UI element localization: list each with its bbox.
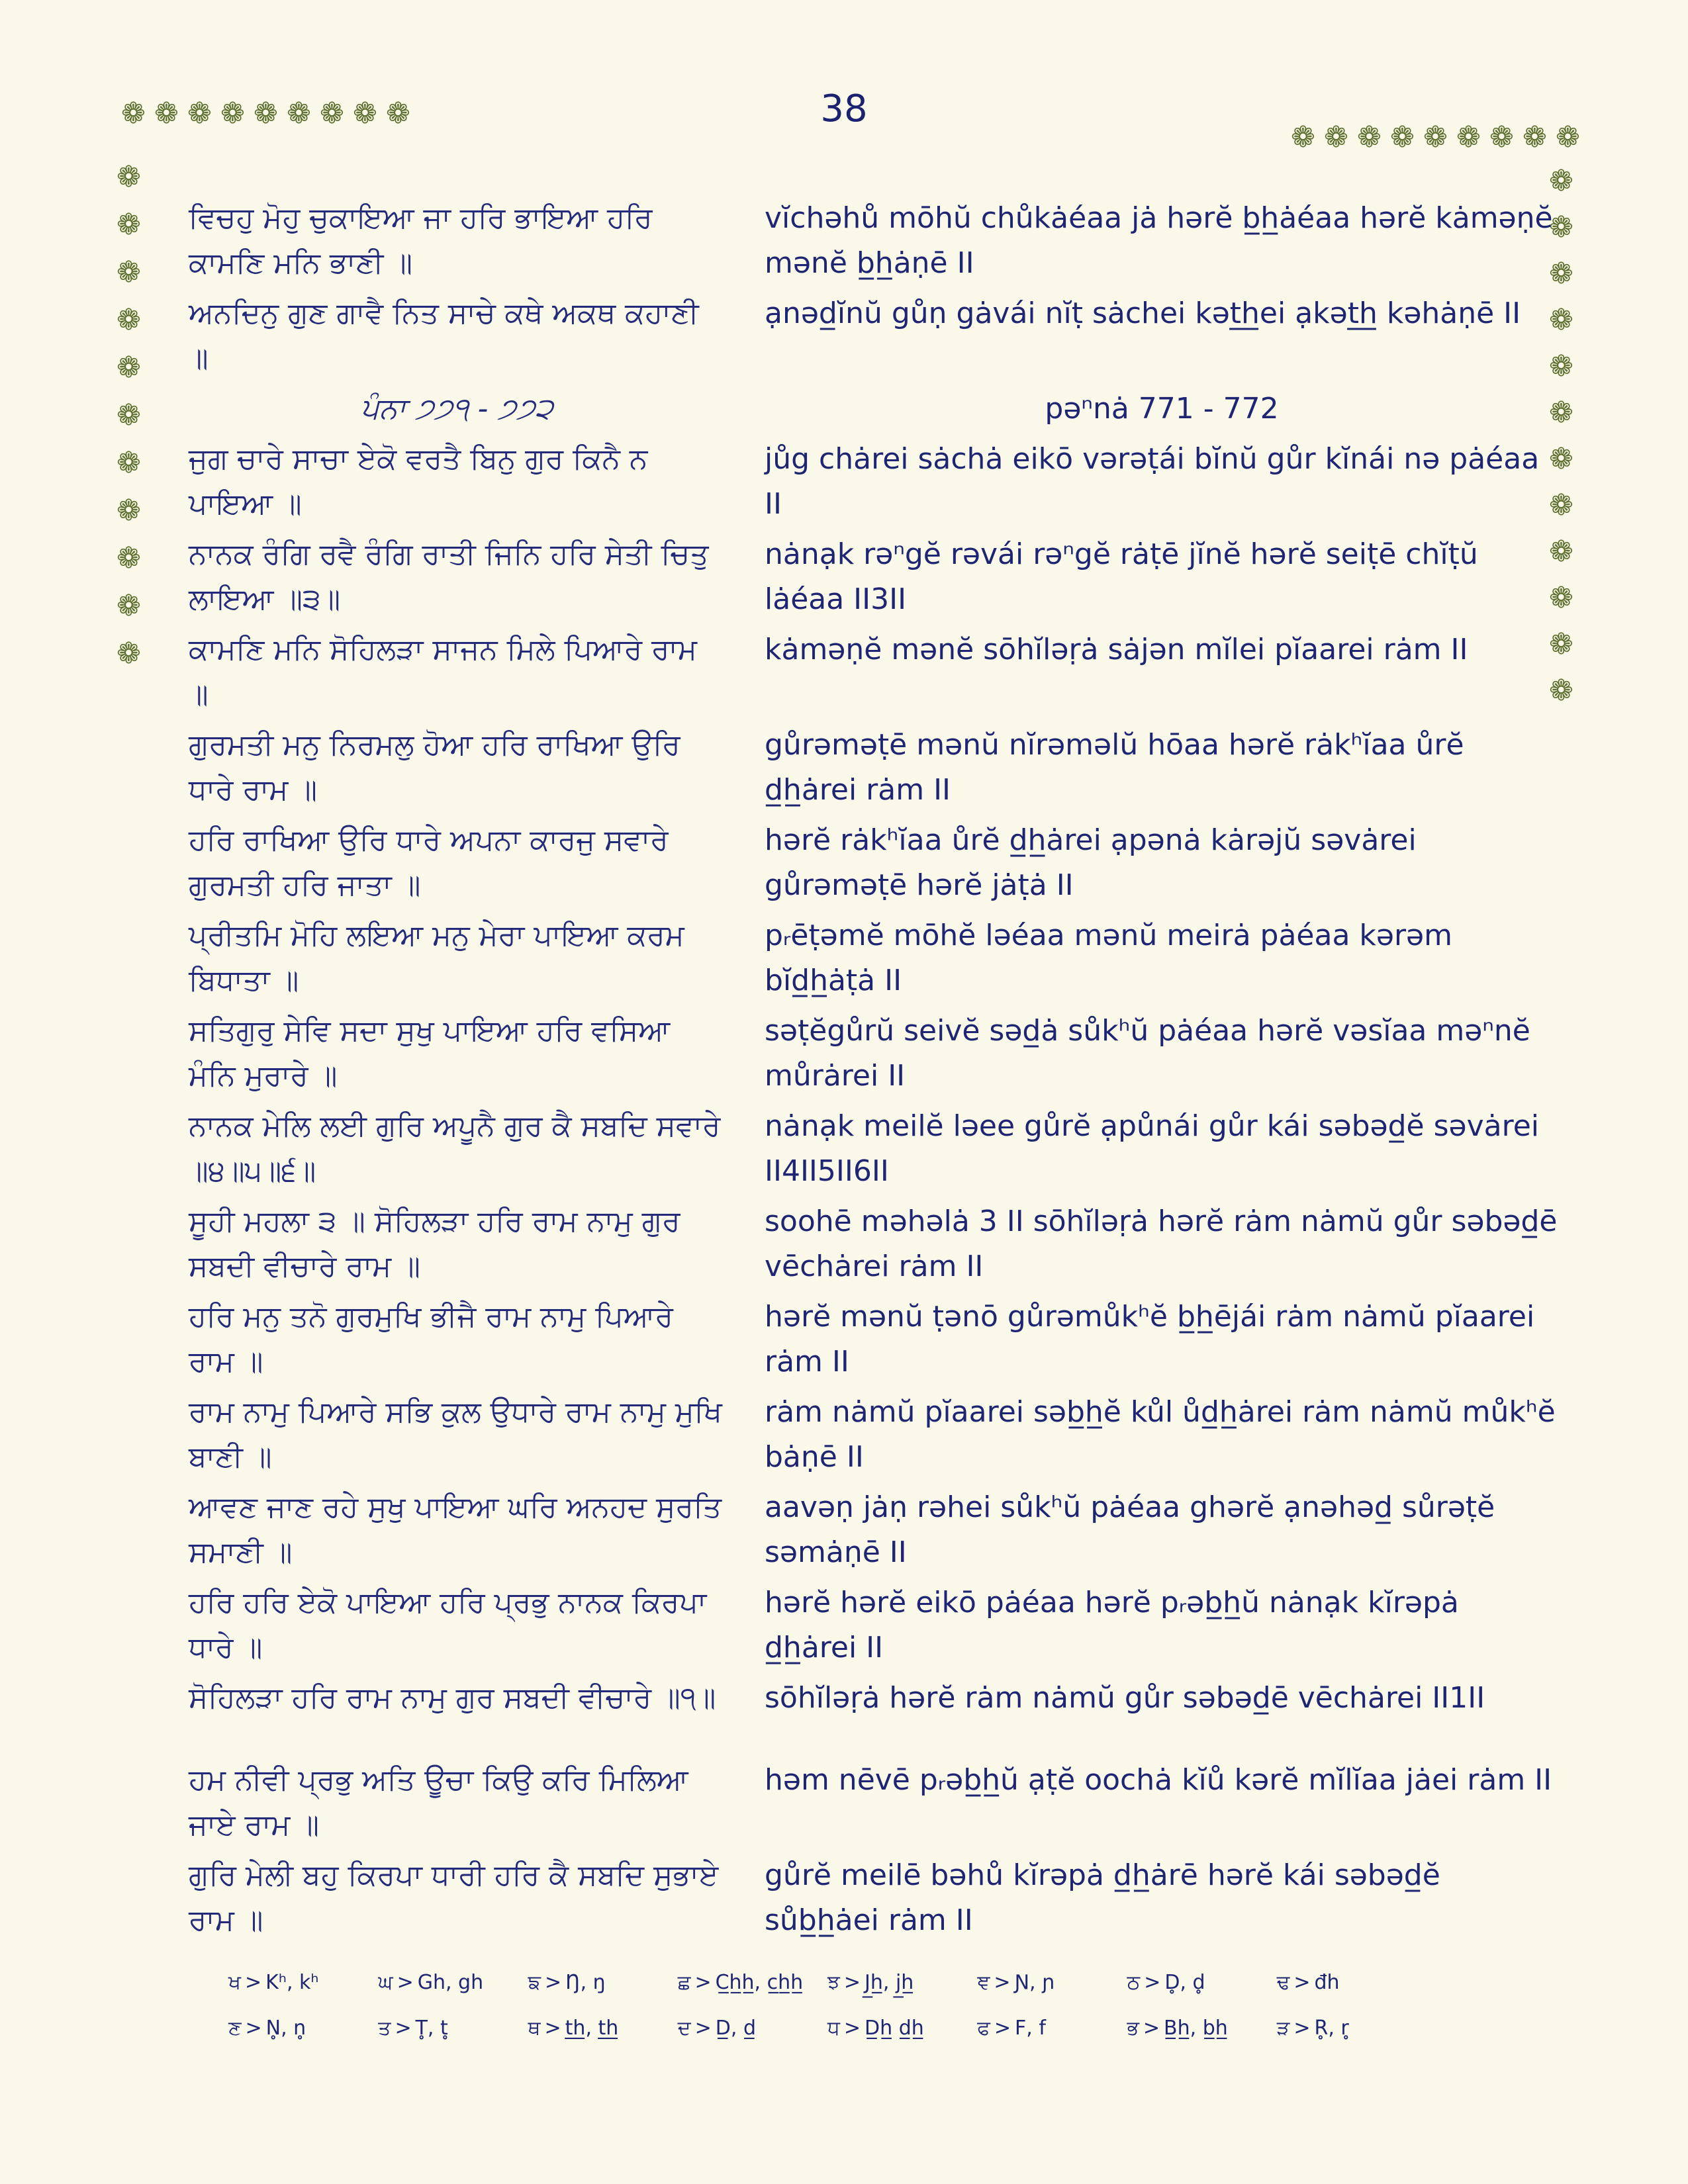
roman-line: hərĕ hərĕ eikō pȧéaa hərĕ pᵣəb̲h̲ŭ nȧnạk kĭrəpȧ d̲h̲ȧrei II: [765, 1586, 1459, 1664]
legend-item: [528, 2017, 678, 2040]
verse-row: [189, 1580, 1559, 1670]
legend-gurmukhi-letter: ਝ: [827, 1971, 840, 1994]
legend-separator: >: [994, 2017, 1011, 2040]
gurmukhi-line: ਜੁਗ ਚਾਰੇ ਸਾਚਾ ਏਕੋ ਵਰਤੈ ਬਿਨੁ ਗੁਰ ਕਿਨੈ ਨ ਪਾਇਆ ॥: [189, 442, 648, 521]
legend-roman-value: đh: [1314, 1971, 1340, 1994]
legend-item: [378, 2017, 528, 2040]
legend-item: [827, 1971, 977, 1994]
gurmukhi-line: ਪ੍ਰੀਤਮਿ ਮੋਹਿ ਲਇਆ ਮਨੁ ਮੇਰਾ ਪਾਇਆ ਕਰਮ ਬਿਧਾਤਾ ॥: [189, 919, 684, 997]
flower-icon: ❁: [254, 97, 278, 130]
verse-row: [189, 723, 1559, 813]
page-number: 38: [820, 87, 868, 130]
flower-icon: ❁: [117, 589, 141, 623]
legend-gurmukhi-letter: ਫ: [977, 2017, 990, 2040]
flower-icon: ❁: [1549, 627, 1573, 661]
legend-gurmukhi-letter: ਠ: [1127, 1971, 1141, 1994]
gurmukhi-line: ਹਰਿ ਰਾਖਿਆ ਉਰਿ ਧਾਰੇ ਅਪਨਾ ਕਾਰਜੁ ਸਵਾਰੇ ਗੁਰਮਤੀ ਹਰਿ ਜਾਤਾ ॥: [189, 823, 669, 902]
flower-icon: ❁: [386, 97, 410, 130]
legend-gurmukhi-letter: ਖ: [228, 1971, 242, 1994]
flower-icon: ❁: [117, 303, 141, 337]
legend-roman-value: Ɲ, ɲ: [1014, 1971, 1055, 1994]
legend-roman-value: Kʰ, kʰ: [265, 1971, 319, 1994]
flower-icon: ❁: [220, 97, 245, 130]
legend-separator: >: [245, 2017, 262, 2040]
legend-gurmukhi-letter: ੜ: [1276, 2017, 1290, 2040]
verse-row: [189, 1853, 1559, 1943]
legend-roman-value: t̲h̲, t̲h̲: [565, 2017, 619, 2040]
legend-item: [228, 2017, 378, 2040]
gurmukhi-line: ਨਾਨਕ ਰੰਗਿ ਰਵੈ ਰੰਗਿ ਰਾਤੀ ਜਿਨਿ ਹਰਿ ਸੇਤੀ ਚਿਤੁ ਲਾਇਆ ॥੩॥: [189, 537, 709, 616]
roman-line: pəⁿnȧ 771 - 772: [1045, 392, 1279, 426]
legend-roman-value: T̥, t̥: [415, 2017, 448, 2040]
verse-row: [189, 1295, 1559, 1385]
legend-item: [228, 1971, 378, 1994]
verse-row: [189, 1485, 1559, 1575]
legend-roman-value: D̲, d̲: [715, 2017, 756, 2040]
gurmukhi-line: ਕਾਮਣਿ ਮਨਿ ਸੋਹਿਲੜਾ ਸਾਜਨ ਮਿਲੇ ਪਿਆਰੇ ਰਾਮ ॥: [189, 633, 697, 711]
verse-row: [189, 1390, 1559, 1480]
legend-roman-value: D̲h̲ d̲h̲: [865, 2017, 924, 2040]
legend-roman-value: Gh, gh: [417, 1971, 484, 1994]
verse-row: [189, 532, 1559, 622]
legend-item: [977, 2017, 1127, 2040]
flower-icon: ❁: [1549, 488, 1573, 522]
flower-icon: ❁: [1357, 120, 1382, 154]
legend-separator: >: [1293, 2017, 1311, 2040]
flower-icon: ❁: [187, 97, 212, 130]
legend-gurmukhi-letter: ਥ: [528, 2017, 541, 2040]
gurmukhi-line: ਸੂਹੀ ਮਹਲਾ ੩ ॥ ਸੋਹਿਲੜਾ ਹਰਿ ਰਾਮ ਨਾਮੁ ਗੁਰ ਸਬਦੀ ਵੀਚਾਰੇ ਰਾਮ ॥: [189, 1205, 680, 1283]
flower-icon: ❁: [1549, 349, 1573, 383]
legend-roman-value: D̥, d̥: [1164, 1971, 1205, 1994]
legend-separator: >: [843, 2017, 861, 2040]
legend-gurmukhi-letter: ਛ: [677, 1971, 691, 1994]
flower-icon: ❁: [1523, 120, 1547, 154]
gurmukhi-line: ਪੰਨਾ ੭੭੧ - ੭੭੨: [360, 392, 553, 426]
flower-icon: ❁: [1556, 120, 1580, 154]
flower-icon: ❁: [1489, 120, 1514, 154]
legend-separator: >: [1143, 2017, 1160, 2040]
gurmukhi-line: ਨਾਨਕ ਮੇਲਿ ਲਈ ਗੁਰਿ ਅਪੂਨੈ ਗੁਰ ਕੈ ਸਬਦਿ ਸਵਾਰੇ ॥੪॥੫॥੬॥: [189, 1109, 721, 1188]
verse-row: [189, 437, 1559, 527]
flower-icon: ❁: [353, 97, 377, 130]
verse-columns: [189, 196, 1559, 1948]
roman-line: hərĕ rȧkʰĭaa ůrĕ d̲h̲ȧrei ạpənȧ kȧrəjŭ səvȧrei gůrəməṭē hərĕ jȧṭȧ II: [765, 823, 1417, 902]
roman-line: pᵣēṭəmĕ mōhĕ ləéaa mənŭ meirȧ pȧéaa kərəm bĭd̲h̲ȧṭȧ II: [765, 919, 1452, 997]
roman-line: nȧnạk meilĕ ləee gůrĕ ạpůnái gůr kái səbəd̲ĕ səvȧrei II4II5II6II: [765, 1109, 1539, 1188]
legend-item: [678, 2017, 827, 2040]
flower-icon: ❁: [117, 637, 141, 670]
legend-gurmukhi-letter: ਣ: [228, 2017, 242, 2040]
legend-roman-value: B̲h̲, b̲h̲: [1164, 2017, 1228, 2040]
flower-icon: ❁: [1549, 396, 1573, 430]
legend-item: [977, 1971, 1127, 1994]
flower-icon: ❁: [121, 97, 146, 130]
legend-roman-value: N̥, n̥: [265, 2017, 306, 2040]
verse-row: [189, 196, 1559, 286]
gurmukhi-line: ਰਾਮ ਨਾਮੁ ਪਿਆਰੇ ਸਭਿ ਕੁਲ ਉਧਾਰੇ ਰਾਮ ਨਾਮੁ ਮੁਖਿ ਬਾਣੀ ॥: [189, 1395, 722, 1474]
flower-icon: ❁: [117, 398, 141, 432]
roman-line: vĭchəhů mōhŭ chůkȧéaa jȧ hərĕ b̲h̲ȧéaa hərĕ kȧməṇĕ mənĕ b̲h̲ȧṇē II: [765, 201, 1553, 280]
legend-separator: >: [395, 2017, 412, 2040]
gurmukhi-line: ਆਵਣ ਜਾਣ ਰਹੇ ਸੁਖੁ ਪਾਇਆ ਘਰਿ ਅਨਹਦ ਸੁਰਤਿ ਸਮਾਣੀ ॥: [189, 1490, 722, 1569]
legend-separator: >: [694, 1971, 712, 1994]
legend-separator: >: [544, 2017, 561, 2040]
roman-line: rȧm nȧmŭ pĭaarei səb̲h̲ĕ kůl ůd̲h̲ȧrei rȧm nȧmŭ můkʰĕ bȧṇē II: [765, 1395, 1556, 1474]
verse-row: [189, 818, 1559, 908]
gurmukhi-line: ਸੋਹਿਲੜਾ ਹਰਿ ਰਾਮ ਨਾਮੁ ਗੁਰ ਸਬਦੀ ਵੀਚਾਰੇ ॥੧॥: [189, 1681, 716, 1715]
flower-icon: ❁: [287, 97, 311, 130]
legend-roman-value: C̲h̲h̲, c̲h̲h̲: [715, 1971, 804, 1994]
verse-row: [189, 627, 1559, 717]
roman-line: gůrəməṭē mənŭ nĭrəməlŭ hōaa hərĕ rȧkʰĭaa ůrĕ d̲h̲ȧrei rȧm II: [765, 728, 1464, 807]
gurmukhi-line: ਗੁਰਿ ਮੇਲੀ ਬਹੁ ਕਿਰਪਾ ਧਾਰੀ ਹਰਿ ਕੈ ਸਬਦਿ ਸੁਭਾਏ ਰਾਮ ॥: [189, 1858, 719, 1937]
legend-roman-value: J̲h̲, j̲h̲: [865, 1971, 914, 1994]
gurmukhi-line: ਅਨਦਿਨੁ ਗੁਣ ਗਾਵੈ ਨਿਤ ਸਾਚੇ ਕਥੇ ਅਕਥ ਕਹਾਣੀ ॥: [189, 296, 699, 375]
flower-icon: ❁: [1324, 120, 1348, 154]
legend-gurmukhi-letter: ਢ: [1276, 1971, 1290, 1994]
roman-line: gůrĕ meilē bəhů kĭrəpȧ d̲h̲ȧrē hərĕ kái səbəd̲ĕ sůb̲h̲ȧei rȧm II: [765, 1858, 1440, 1937]
transliteration-legend: [228, 1971, 1427, 2040]
flower-icon: ❁: [117, 351, 141, 385]
legend-separator: >: [245, 1971, 262, 1994]
legend-gurmukhi-letter: ਦ: [677, 2017, 691, 2040]
gurmukhi-line: ਸਤਿਗੁਰੁ ਸੇਵਿ ਸਦਾ ਸੁਖੁ ਪਾਇਆ ਹਰਿ ਵਸਿਆ ਮੰਨਿ ਮੁਰਾਰੇ ॥: [189, 1014, 671, 1093]
flower-icon: ❁: [1549, 210, 1573, 244]
flower-icon: ❁: [1549, 303, 1573, 337]
legend-gurmukhi-letter: ਭ: [1127, 2017, 1139, 2040]
legend-separator: >: [544, 1971, 562, 1994]
gurmukhi-line: ਹਰਿ ਹਰਿ ਏਕੋ ਪਾਇਆ ਹਰਿ ਪ੍ਰਭੁ ਨਾਨਕ ਕਿਰਪਾ ਧਾਰੇ ॥: [189, 1586, 707, 1664]
flower-icon: ❁: [1291, 120, 1315, 154]
flower-icon: ❁: [1423, 120, 1448, 154]
flower-icon: ❁: [1549, 535, 1573, 569]
legend-item: [528, 1971, 678, 1994]
verse-row: [189, 913, 1559, 1003]
roman-line: səṭĕgůrŭ seivĕ səd̲ȧ sůkʰŭ pȧéaa hərĕ vəsĭaa məⁿnĕ můrȧrei II: [765, 1014, 1530, 1093]
legend-roman-value: Ŋ, ŋ: [565, 1971, 606, 1994]
flower-icon: ❁: [117, 494, 141, 527]
flower-icon: ❁: [1549, 164, 1573, 198]
legend-separator: >: [397, 1971, 414, 1994]
flower-icon: ❁: [1549, 442, 1573, 476]
roman-line: aavəṇ jȧṇ rəhei sůkʰŭ pȧéaa ghərĕ ạnəhəd̲ sůrəṭĕ səmȧṇē II: [765, 1490, 1495, 1569]
legend-item: [378, 1971, 528, 1994]
legend-item: [1127, 1971, 1277, 1994]
gurmukhi-line: ਹਮ ਨੀਵੀ ਪ੍ਰਭੁ ਅਤਿ ਊਚਾ ਕਿਉ ਕਰਿ ਮਿਲਿਆ ਜਾਏ ਰਾਮ ॥: [189, 1763, 688, 1842]
roman-line: nȧnạk rəⁿgĕ rəvái rəⁿgĕ rȧṭē jĭnĕ hərĕ seiṭē chĭṭŭ lȧéaa II3II: [765, 537, 1478, 616]
legend-separator: >: [994, 1971, 1011, 1994]
verse-row: [189, 1676, 1559, 1721]
roman-line: kȧməṇĕ mənĕ sōhĭləṛȧ sȧjən mĭlei pĭaarei rȧm II: [765, 633, 1468, 666]
gurmukhi-line: ਗੁਰਮਤੀ ਮਨੁ ਨਿਰਮਲੁ ਹੋਆ ਹਰਿ ਰਾਖਿਆ ਉਰਿ ਧਾਰੇ ਰਾਮ ॥: [189, 728, 680, 807]
flower-icon: ❁: [1456, 120, 1481, 154]
roman-line: sōhĭləṛȧ hərĕ rȧm nȧmŭ gůr səbəd̲ē vēchȧrei II1II: [765, 1681, 1485, 1715]
legend-gurmukhi-letter: ਤ: [378, 2017, 391, 2040]
legend-gurmukhi-letter: ਙ: [528, 1971, 541, 1994]
flower-icon: ❁: [1390, 120, 1415, 154]
legend-separator: >: [843, 1971, 861, 1994]
legend-item: [1277, 2017, 1427, 2040]
verse-row: [189, 1104, 1559, 1194]
flower-icon: ❁: [117, 208, 141, 242]
legend-item: [1277, 1971, 1427, 1994]
flower-icon: ❁: [117, 255, 141, 289]
flower-icon: ❁: [117, 446, 141, 480]
verse-row: [189, 291, 1559, 381]
roman-line: hərĕ mənŭ ṭənō gůrəmůkʰĕ b̲h̲ējái rȧm nȧmŭ pĭaarei rȧm II: [765, 1300, 1535, 1379]
flower-icon: ❁: [1549, 581, 1573, 615]
flower-icon: ❁: [154, 97, 179, 130]
roman-line: həm nēvē pᵣəb̲h̲ŭ ạṭĕ oochȧ kĭů kərĕ mĭlĭaa jȧei rȧm II: [765, 1763, 1552, 1797]
flower-icon: ❁: [117, 160, 141, 194]
legend-item: [678, 1971, 827, 1994]
flower-icon: ❁: [1549, 674, 1573, 707]
gurmukhi-line: ਵਿਚਹੁ ਮੋਹੁ ਚੁਕਾਇਆ ਜਾ ਹਰਿ ਭਾਇਆ ਹਰਿ ਕਾਮਣਿ ਮਨਿ ਭਾਣੀ ॥: [189, 201, 653, 280]
roman-line: ạnəd̲ĭnŭ gůṇ gȧvái nĭṭ sȧchei kət̲h̲ei ạkət̲h̲ kəhȧṇē II: [765, 296, 1521, 330]
verse-row: [189, 1758, 1559, 1848]
roman-line: soohē məhəlȧ 3 II sōhĭləṛȧ hərĕ rȧm nȧmŭ gůr səbəd̲ē vēchȧrei rȧm II: [765, 1205, 1558, 1283]
legend-separator: >: [1293, 1971, 1311, 1994]
flower-icon: ❁: [320, 97, 344, 130]
legend-item: [827, 2017, 977, 2040]
flower-icon: ❁: [117, 541, 141, 575]
legend-gurmukhi-letter: ਞ: [977, 1971, 990, 1994]
legend-roman-value: R̥, r̥: [1314, 2017, 1349, 2040]
verse-row: [189, 1199, 1559, 1289]
gurmukhi-line: ਹਰਿ ਮਨੁ ਤਨੋ ਗੁਰਮੁਖਿ ਭੀਜੈ ਰਾਮ ਨਾਮੁ ਪਿਆਰੇ ਰਾਮ ॥: [189, 1300, 673, 1379]
legend-item: [1127, 2017, 1277, 2040]
flower-icon: ❁: [1549, 257, 1573, 291]
legend-roman-value: F, f: [1014, 2017, 1046, 2040]
legend-separator: >: [694, 2017, 712, 2040]
verse-row: [189, 1009, 1559, 1099]
legend-gurmukhi-letter: ਘ: [378, 1971, 393, 1994]
roman-line: jůg chȧrei sȧchȧ eikō vərəṭái bĭnŭ gůr kĭnái nə pȧéaa II: [765, 442, 1540, 521]
legend-gurmukhi-letter: ਧ: [827, 2017, 840, 2040]
legend-separator: >: [1144, 1971, 1161, 1994]
verse-row: [189, 387, 1559, 432]
